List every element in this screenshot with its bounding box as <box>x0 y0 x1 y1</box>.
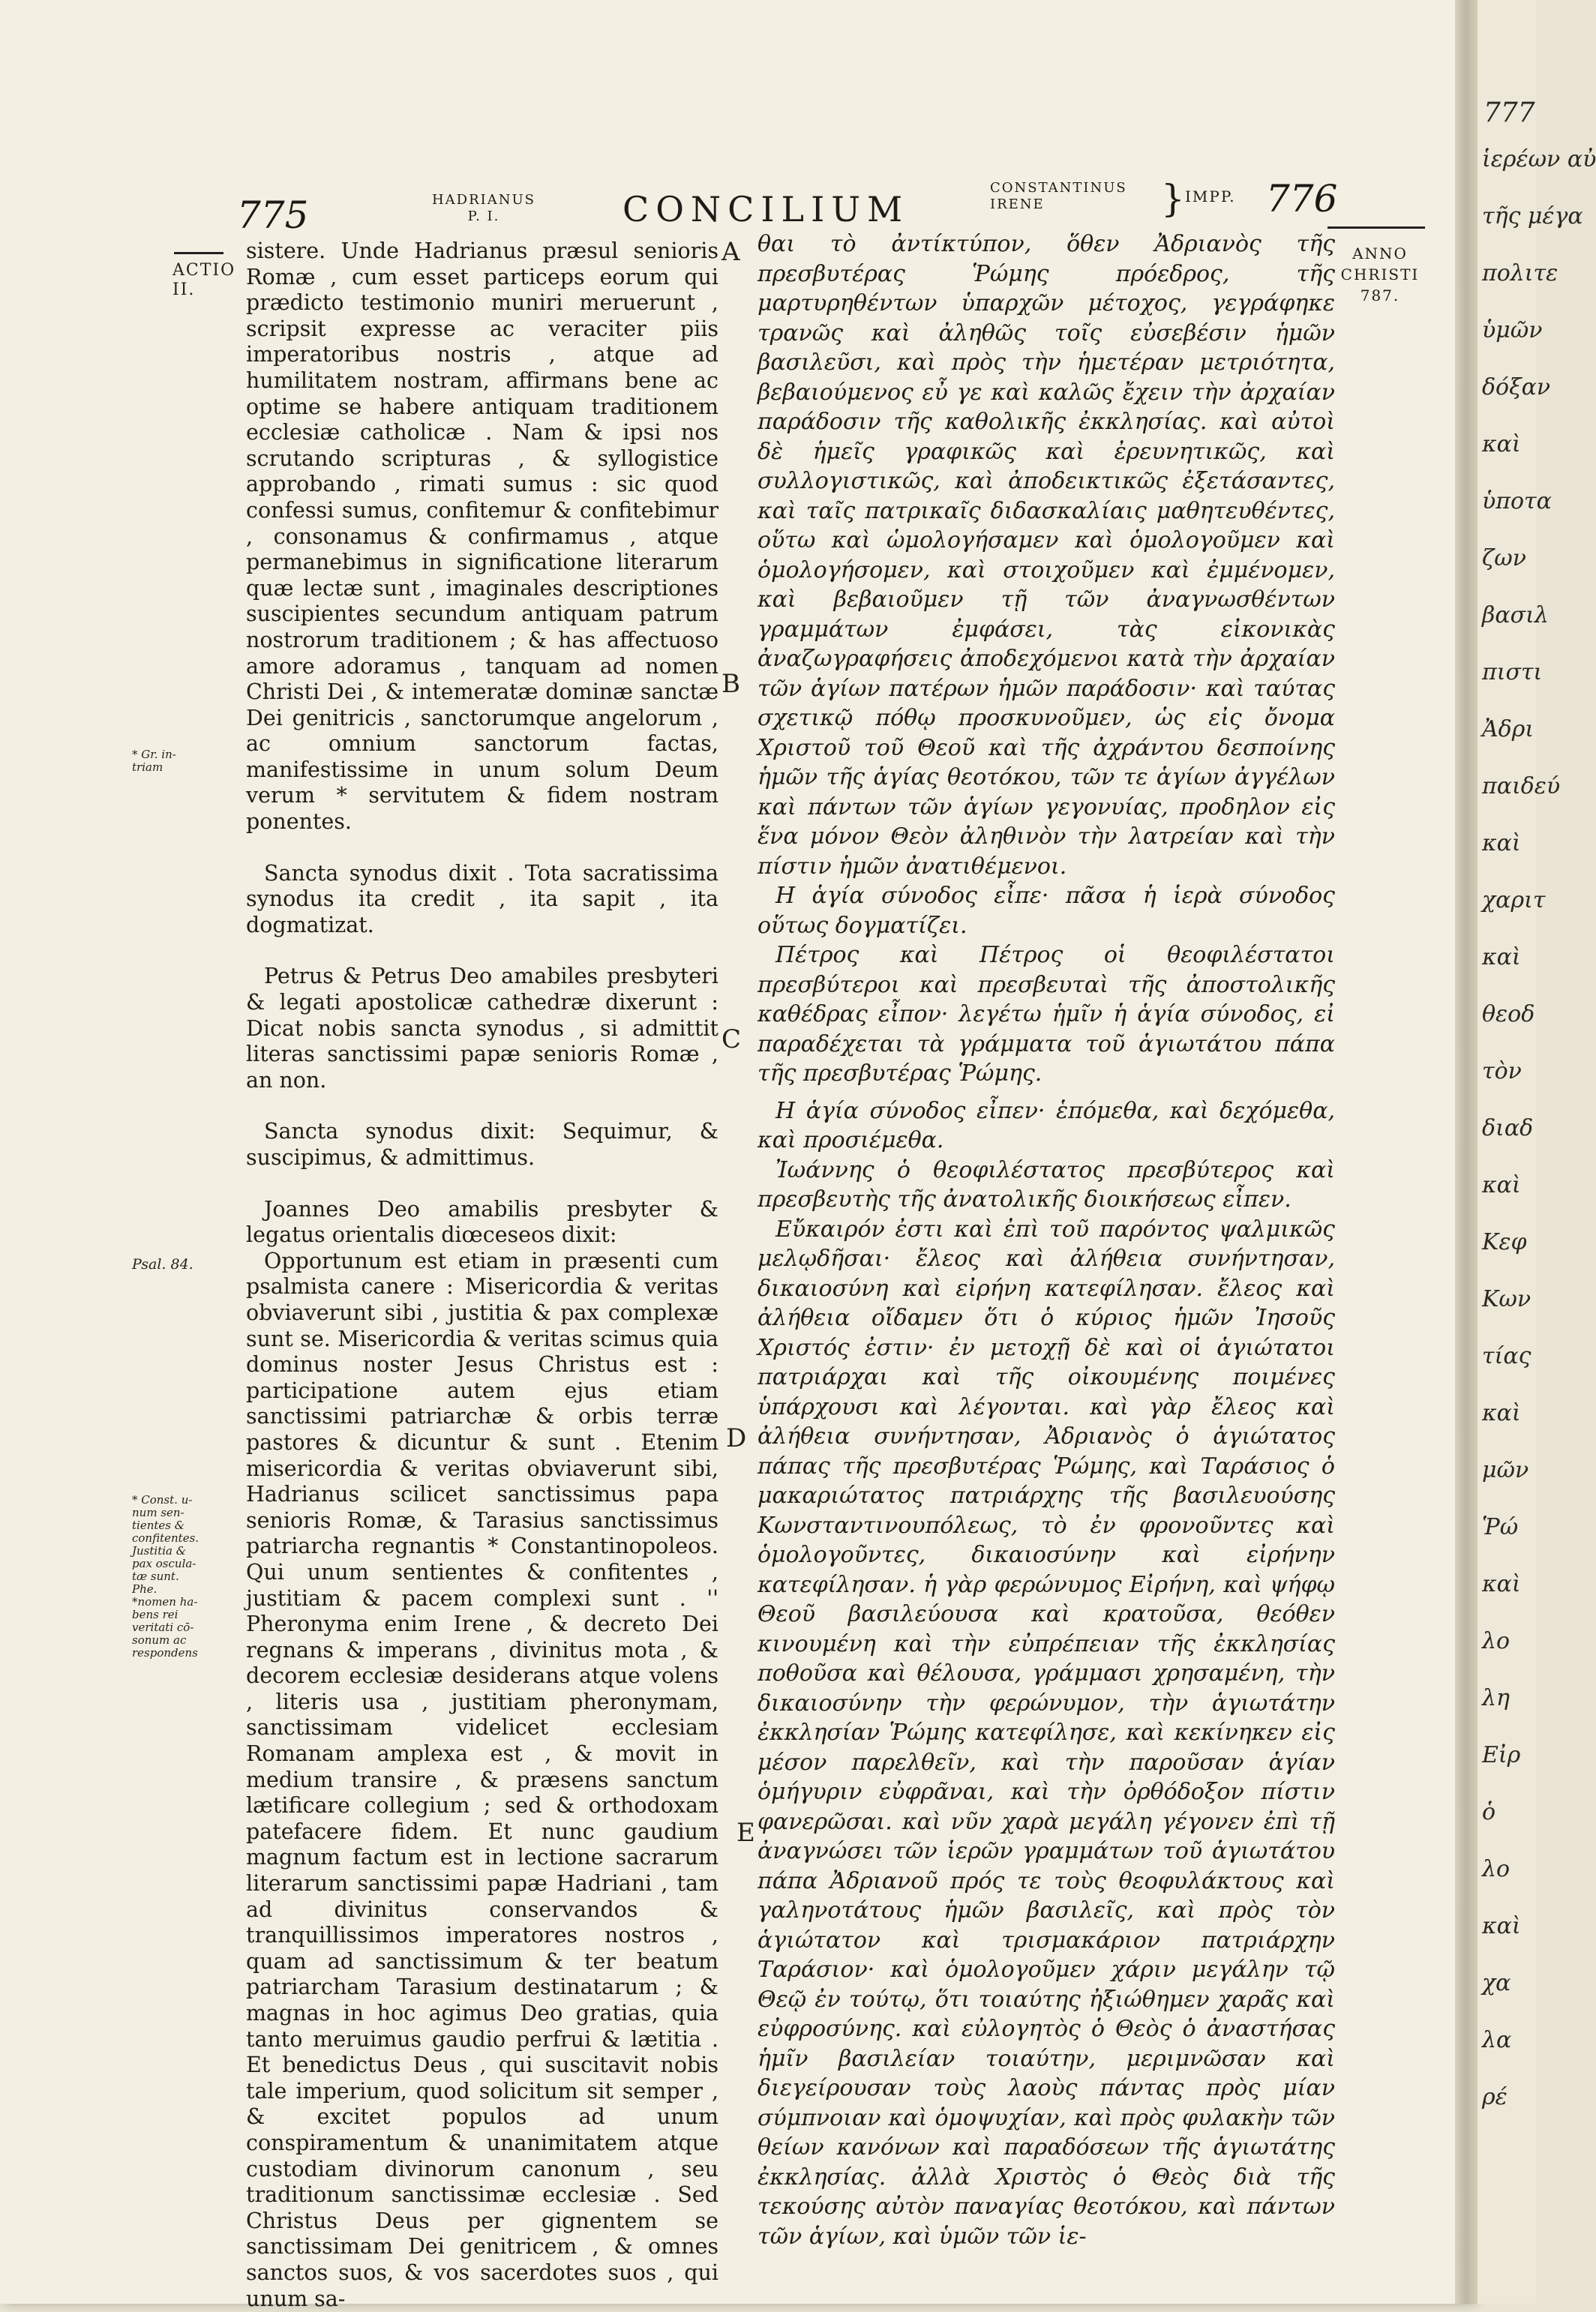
next-page-line: δόξαν <box>1482 374 1551 400</box>
latin-paragraph: Opportunum est etiam in præsenti cum psalmista canere : Misericordia & veritas obviaverunt sibi , justitia & pax complexæ sunt se. Misericordia & veritas scimus quia dominus noster Jesus Christus est : participatione autem ejus etiam sanctissimi patriarchæ & orbis terræ pastores & dicuntur & sunt . Etenim misericordia & veritas obviaverunt sibi, Hadrianus scilicet sanctissimus papa senioris Romæ, & Tarasius sanctissimus patriarcha regnantis * Constantinopoleos. Qui unum sentientes & confitentes , justitiam & pacem complexi sunt . '' Pheronyma enim Irene , & decreto Dei regnans & imperans , divinitus mota , & decorem ecclesiæ desiderans atque volens , literis usa , justitiam pheronymam, sanctissimam videlicet ecclesiam Romanam amplexa est , & movit in medium transire , & præsens sanctum lætificare collegium ; sed & orthodoxam patefacere fidem. Et nunc gaudium magnum factum est in lectione sacrarum literarum sanctissimi papæ Hadriani , tam ad divinitus conservandos & tranquillissimos imperatores nostros , quam ad sanctissimum & ter beatum patriarcham Tarasium destinatarum ; & magnas in hoc agimus Deo gratias, quia tanto meruimus gaudio perfrui & lætitia . Et benedictus Deus , qui suscitavit nobis tale imperium, quod solicitum sit semper , & excitet populos ad unum conspiramentum & unanimitatem atque custodiam divinorum canonum , seu traditionum sanctissimæ ecclesiæ . Sed Christus Deus per gignentem se sanctissimam Dei genitricem , & omnes sanctos suos, & vos sacerdotes suos , qui unum sa- <box>246 1248 718 2311</box>
margin-note-gr: * Gr. in- triam <box>132 748 176 774</box>
greek-paragraph: Η ἁγία σύνοδος εἶπεν· ἑπόμεθα, καὶ δεχόμεθα, καὶ προσιέμεθα. <box>758 1097 1335 1153</box>
latin-paragraph: Sancta synodus dixit: Sequimur, & suscipimus, & admittimus. <box>246 1119 718 1170</box>
next-page-line: καὶ <box>1482 830 1521 856</box>
next-page-line: παιδεύ <box>1482 773 1561 799</box>
next-page-line: πιστι <box>1482 659 1543 685</box>
page-number-left: 775 <box>237 193 309 237</box>
section-letter-c: C <box>722 1024 742 1054</box>
next-page-line: χα <box>1482 1970 1511 1996</box>
next-page-line: τὸν <box>1482 1058 1522 1084</box>
head-rule-left <box>174 252 224 254</box>
latin-paragraph: Joannes Deo amabilis presbyter & legatus orientalis diœceseos dixit: <box>246 1196 718 1248</box>
next-page-edge <box>1478 0 1596 2304</box>
next-page-number: 777 <box>1484 97 1535 128</box>
greek-paragraph: Πέτρος καὶ Πέτρος οἱ θεοφιλέστατοι πρεσβύτεροι καὶ πρεσβευταὶ τῆς ἀποστολικῆς καθέδρας εἶπον· λεγέτω ἡμῖν ἡ ἁγία σύνοδος, εἰ παραδέχεται τὰ γράμματα τοῦ ἁγιωτάτου πάπα τῆς πρεσβυτέρας Ῥώμης. <box>758 942 1335 1087</box>
margin-anno-christi: ANNO CHRISTI 787. <box>1340 244 1420 304</box>
next-page-line: τίας <box>1482 1343 1532 1369</box>
next-page-line: Κων <box>1482 1286 1532 1312</box>
next-page-line: μῶν <box>1482 1457 1529 1483</box>
latin-column <box>246 238 718 2312</box>
next-page-line: διαδ <box>1482 1115 1534 1141</box>
next-page-line: ὑποτα <box>1482 488 1552 514</box>
next-page-line: καὶ <box>1482 1571 1521 1597</box>
margin-actio: ACTIO II. <box>172 261 236 299</box>
next-page-line: Ῥώ <box>1482 1514 1519 1540</box>
margin-note-psal: Psal. 84. <box>132 1256 194 1273</box>
next-page-line: Κεφ <box>1482 1229 1527 1255</box>
next-page-line: πολιτε <box>1482 260 1558 286</box>
next-page-line: καὶ <box>1482 431 1521 457</box>
next-page-line: Εἰρ <box>1482 1742 1521 1768</box>
next-page-line: ἱερέων αὐ <box>1482 146 1596 172</box>
book-gutter <box>1455 0 1478 2304</box>
brace-glyph: } <box>1161 177 1185 220</box>
next-page-line: Ἀδρι <box>1482 716 1534 742</box>
section-letter-b: B <box>722 669 740 699</box>
section-letter-a: A <box>722 237 740 267</box>
next-page-line: καὶ <box>1482 944 1521 970</box>
running-head-right: CONSTANTINUS IRENE <box>990 180 1127 212</box>
running-title: CONCILIUM <box>622 189 910 229</box>
next-page-line: τῆς μέγα <box>1482 203 1583 229</box>
next-page-line: λο <box>1482 1856 1510 1882</box>
latin-paragraph: sistere. Unde Hadrianus præsul senioris Romæ , cum esset particeps eorum qui prædicto testimonio muniri meruerunt , scripsit expresse ac veraciter piis imperatoribus nostris , atque ad humilitatem nostram, affirmans bene ac optime se habere antiquam traditionem ecclesiæ catholicæ . Nam & ipsi nos scrutando scripturas , & syllogistice approbando , rimati sumus : sic quod confessi sumus, confitemur & confitebimur , consonamus & confirmamus , atque permanebimus in significatione literarum quæ lectæ sunt , imaginales descriptiones suscipientes secundum antiquam patrum nostrorum traditionem ; & has affectuoso amore adoramus , tanquam ad nomen Christi Dei , & intemeratæ dominæ sanctæ Dei genitricis , sanctorumque angelorum , ac omnium sanctorum factas, manifestissime in unum solum Deum verum * servitutem & fidem nostram ponentes. <box>246 238 718 835</box>
next-page-line: θεοδ <box>1482 1001 1535 1027</box>
latin-paragraph: Sancta synodus dixit . Tota sacratissima synodus ita credit , ita sapit , ita dogmatizat. <box>246 860 718 937</box>
next-page-line: λο <box>1482 1628 1510 1654</box>
running-head-right-impp: IMPP. <box>1185 187 1236 205</box>
section-letter-e: E <box>736 1818 755 1848</box>
latin-paragraph: Petrus & Petrus Deo amabiles presbyteri & legati apostolicæ cathedræ dixerunt : Dicat nobis sancta synodus , si admittit literas sanctissimi papæ senioris Romæ , an non. <box>246 964 718 1093</box>
greek-paragraph: Ἰωάννης ὁ θεοφιλέστατος πρεσβύτερος καὶ πρεσβευτὴς τῆς ἀνατολικῆς διοικήσεως εἶπεν. <box>758 1156 1335 1213</box>
greek-paragraph: Η ἁγία σύνοδος εἶπε· πᾶσα ἡ ἱερὰ σύνοδος οὕτως δογματίζει. <box>758 883 1335 939</box>
next-page-line: ζων <box>1482 545 1526 571</box>
section-letter-d: D <box>726 1423 747 1453</box>
next-page-line: βασιλ <box>1482 602 1549 628</box>
head-rule-right <box>1328 226 1425 229</box>
next-page-line: ὑμῶν <box>1482 317 1543 343</box>
greek-paragraph: Εὔκαιρόν ἐστι καὶ ἐπὶ τοῦ παρόντος ψαλμικῶς μελῳδῆσαι· ἔλεος καὶ ἀλήθεια συνήντησαν, δικαιοσύνη καὶ εἰρήνη κατεφίλησαν. ἔλεος καὶ ἀλήθεια οἴδαμεν ὅτι ὁ κύριος ἡμῶν Ἰησοῦς Χριστός ἐστιν· ἐν μετοχῇ δὲ καὶ οἱ ἁγιώτατοι πατριάρχαι καὶ τῆς οἰκουμένης ποιμένες ὑπάρχουσι καὶ λέγονται. καὶ γὰρ ἔλεος καὶ ἀλήθεια συνήντησαν, Ἀδριανὸς ὁ ἁγιώτατος πάπας τῆς πρεσβυτέρας Ῥώμης, καὶ Ταράσιος ὁ μακαριώτατος πατριάρχης τῆς βασιλευούσης Κωνσταντινουπόλεως, τὸ ἐν φρονοῦντες καὶ ὁμολογοῦντες, δικαιοσύνην καὶ εἰρήνην κατεφίλησαν. ἡ γὰρ φερώνυμος Εἰρήνη, καὶ ψήφῳ Θεοῦ βασιλεύουσα καὶ κρατοῦσα, θεόθεν κινουμένη καὶ τὴν εὐπρέπειαν τῆς ἐκκλησίας ποθοῦσα καὶ θέλουσα, γράμμασι χρησαμένη, τὴν δικαιοσύνην τὴν φερώνυμον, τὴν ἁγιωτάτην ἐκκλησίαν Ῥώμης κατεφίλησε, καὶ κεκίνηκεν εἰς μέσον παρελθεῖν, καὶ τὴν παροῦσαν ἁγίαν ὁμήγυριν εὐφρᾶναι, καὶ τὴν ὀρθόδοξον πίστιν φανερῶσαι. καὶ νῦν χαρὰ μεγάλη γέγονεν ἐπὶ τῇ ἀναγνώσει τῶν ἱερῶν γραμμάτων τοῦ ἁγιωτάτου πάπα Ἀδριανοῦ πρός τε τοὺς θεοφυλάκτους καὶ γαληνοτάτους ἡμῶν βασιλεῖς, καὶ πρὸς τὸν ἁγιώτατον καὶ τρισμακάριον πατριάρχην Ταράσιον· καὶ ὁμολογοῦμεν χάριν μεγάλην τῷ Θεῷ ἐν τούτῳ, ὅτι τοιαύτης ἠξιώθημεν χαρᾶς καὶ εὐφροσύνης. καὶ εὐλογητὸς ὁ Θεὸς ὁ ἀναστήσας ἡμῖν βασιλείαν τοιαύτην, μεριμνῶσαν καὶ διεγείρουσαν τοὺς λαοὺς πάντας πρὸς μίαν σύμπνοιαν καὶ ὁμοψυχίαν, καὶ πρὸς φυλακὴν τῶν θείων κανόνων καὶ παραδόσεων τῆς ἁγιωτάτης ἐκκλησίας. ἀλλὰ Χριστὸς ὁ Θεὸς διὰ τῆς τεκούσης αὐτὸν παναγίας θεοτόκου, καὶ πάντων τῶν ἁγίων, καὶ ὑμῶν τῶν ἱε- <box>758 1216 1335 2250</box>
next-page-line: καὶ <box>1482 1172 1521 1198</box>
margin-note-const: * Const. u- num sen- tientes & confitentes. Justitia & pax oscula- tæ sunt. Phe. *nomen ha- bens rei veritati cō- sonum ac respondens <box>132 1493 200 1660</box>
page-number-right: 776 <box>1266 177 1338 220</box>
next-page-line: λη <box>1482 1685 1510 1711</box>
next-page-line: καὶ <box>1482 1913 1521 1939</box>
next-page-line: ρέ <box>1482 2084 1508 2110</box>
next-page-line: λα <box>1482 2027 1512 2053</box>
running-head-left: HADRIANUS P. I. <box>431 192 536 224</box>
greek-paragraph: θαι τὸ ἀντίκτύπον, ὅθεν Ἀδριανὸς τῆς πρεσβυτέρας Ῥώμης πρόεδρος, τῆς μαρτυρηθέντων ὑπαρχῶν μέτοχος, γεγράφηκε τρανῶς καὶ ἀληθῶς τοῖς εὐσεβέσιν ἡμῶν βασιλεῦσι, καὶ πρὸς τὴν ἡμετέραν μετριότητα, βεβαιούμενος εὖ γε καὶ καλῶς ἔχειν τὴν ἀρχαίαν παράδοσιν τῆς καθολικῆς ἐκκλησίας. καὶ αὐτοὶ δὲ ἡμεῖς γραφικῶς καὶ ἐρευνητικῶς, καὶ συλλογιστικῶς, καὶ ἀποδεικτικῶς ἐξετάσαντες, καὶ ταῖς πατρικαῖς διδασκαλίαις μαθητευθέντες, οὕτω καὶ ὡμολογήσαμεν καὶ ὁμολογοῦμεν καὶ ὁμολογήσομεν, καὶ στοιχοῦμεν καὶ ἐμμένομεν, καὶ βεβαιοῦμεν τῇ τῶν ἀναγνωσθέντων γραμμάτων ἐμφάσει, τὰς εἰκονικὰς ἀναζωγραφήσεις ἀποδεχόμενοι κατὰ τὴν ἀρχαίαν τῶν ἁγίων πατέρων ἡμῶν παράδοσιν· καὶ ταύτας σχετικῷ πόθῳ προσκυνοῦμεν, ὡς εἰς ὄνομα Χριστοῦ τοῦ Θεοῦ καὶ τῆς ἀχράντου δεσποίνης ἡμῶν τῆς ἁγίας θεοτόκου, τῶν τε ἁγίων ἀγγέλων καὶ πάντων τῶν ἁγίων γεγονυίας, προδηλον εἰς ἕνα μόνον Θεὸν ἀληθινὸν τὴν λατρείαν καὶ τὴν πίστιν ἡμῶν ἀνατιθέμενοι. <box>758 231 1335 880</box>
next-page-line: χαριτ <box>1482 887 1546 913</box>
next-page-line: ὁ <box>1482 1799 1496 1825</box>
greek-column <box>758 229 1335 2251</box>
next-page-line: καὶ <box>1482 1400 1521 1426</box>
